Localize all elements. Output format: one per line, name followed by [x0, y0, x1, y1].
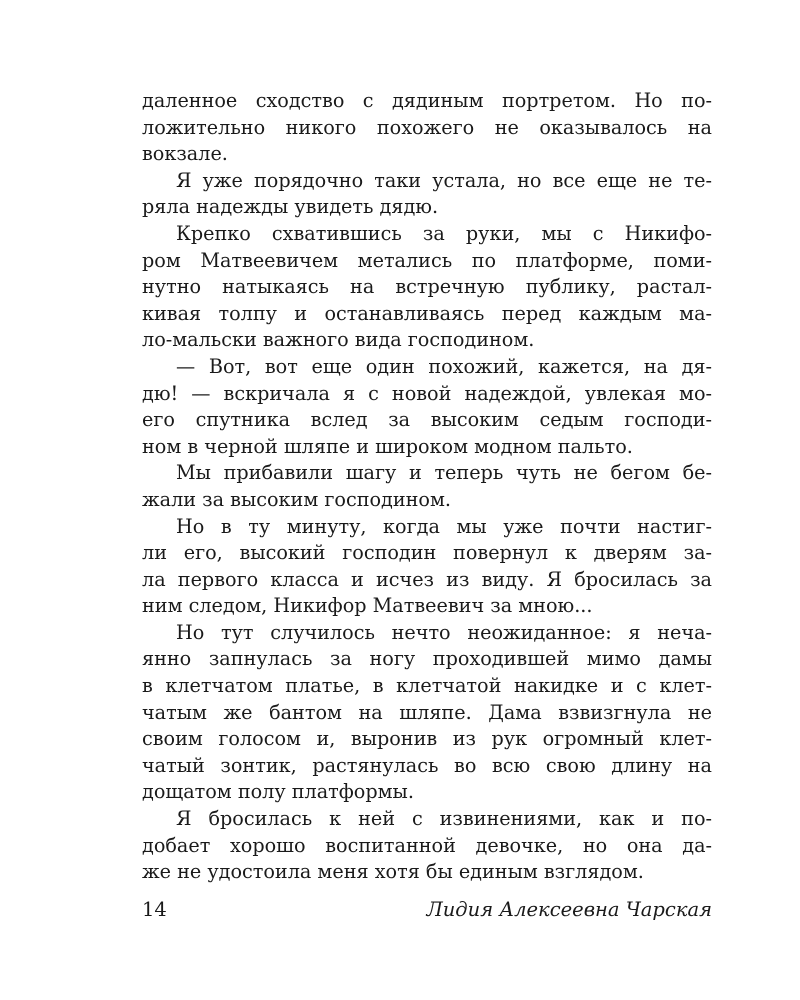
text-line: ли его, высокий господин повернул к дверям за-	[142, 541, 712, 565]
text-line: Но в ту минуту, когда мы уже почти настиг-	[176, 514, 712, 538]
text-line: чатым же бантом на шляпе. Дама взвизгнула не	[142, 700, 712, 724]
page-footer	[142, 898, 712, 928]
text-line: даленное сходство с дядиным портретом. Но по-	[142, 89, 712, 112]
text-line: ла первого класса и исчез из виду. Я бросилась за	[142, 567, 712, 591]
text-line: дощатом полу платформы.	[142, 780, 414, 804]
text-line: — Вот, вот еще один похожий, кажется, на дя-	[176, 354, 712, 378]
body-text	[142, 88, 712, 886]
text-line: Крепко схватившись за руки, мы с Никифо-	[176, 221, 712, 245]
text-line: дю! — вскричала я с новой надеждой, увлекая мо-	[142, 381, 712, 405]
text-line: его спутника вслед за высоким седым господи-	[142, 408, 712, 432]
text-line: нутно натыкаясь на встречную публику, растал-	[142, 275, 712, 299]
text-line: же не удостоила меня хотя бы единым взглядом.	[142, 860, 644, 884]
text-line: ром Матвеевичем метались по платформе, поми-	[142, 248, 712, 272]
page-number: 14	[142, 898, 167, 921]
text-line: Мы прибавили шагу и теперь чуть не бегом бе-	[176, 461, 712, 485]
text-line: кивая толпу и останавливаясь перед каждым ма-	[142, 301, 712, 325]
text-line: своим голосом и, выронив из рук огромный клет-	[142, 727, 712, 751]
text-line: ном в черной шляпе и широком модном пальто.	[142, 434, 633, 458]
text-line: чатый зонтик, растянулась во всю свою длину на	[142, 753, 712, 777]
text-line: жали за высоким господином.	[142, 487, 452, 511]
text-line: ложительно никого похожего не оказывалось на	[142, 115, 712, 139]
text-line: вокзале.	[142, 142, 228, 166]
text-line: ло-мальски важного вида господином.	[142, 328, 535, 352]
text-line: в клетчатом платье, в клетчатой накидке и с клет-	[142, 674, 712, 698]
text-line: ряла надежды увидеть дядю.	[142, 195, 439, 219]
text-line: ним следом, Никифор Матвеевич за мною...	[142, 594, 593, 618]
text-line: Но тут случилось нечто неожиданное: я неча-	[176, 620, 712, 644]
text-line: Я бросилась к ней с извинениями, как и по-	[176, 807, 712, 831]
text-line: Я уже порядочно таки устала, но все еще не те-	[176, 168, 712, 192]
text-line: добает хорошо воспитанной девочке, но она да-	[142, 833, 712, 857]
text-line: янно запнулась за ногу проходившей мимо дамы	[142, 647, 712, 671]
running-head-author: Лидия Алексеевна Чарская	[426, 898, 712, 921]
